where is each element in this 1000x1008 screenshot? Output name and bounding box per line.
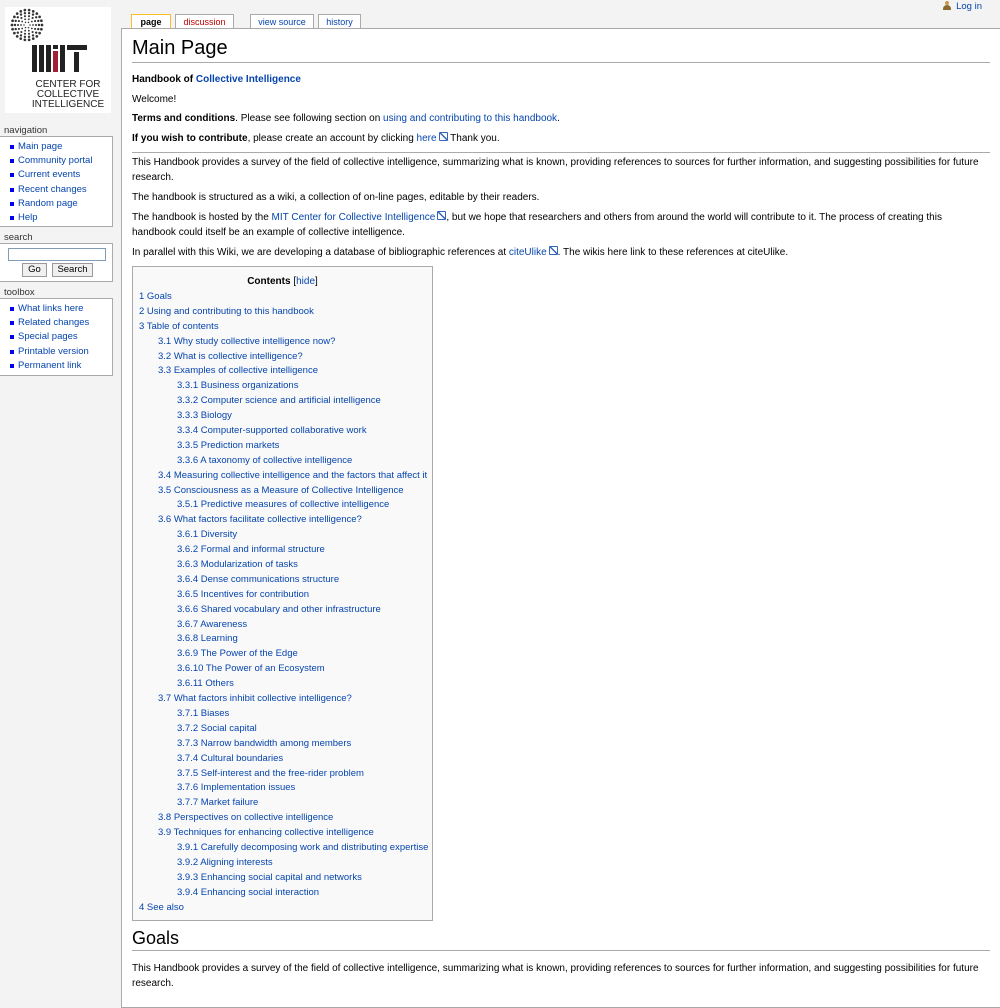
go-button[interactable]: Go	[22, 263, 47, 277]
svg-text:CENTER FOR: CENTER FOR	[35, 79, 101, 90]
toolbox-related-changes[interactable]: Related changes	[0, 316, 112, 330]
handbook-heading: Handbook of Collective Intelligence	[132, 74, 301, 85]
logo-dot	[14, 24, 16, 26]
logo-dot	[13, 16, 16, 19]
tab-page[interactable]: page	[131, 14, 171, 30]
toc-link[interactable]: 3.7.5 Self-interest and the free-rider problem	[177, 767, 364, 779]
logo-dot	[28, 18, 30, 20]
logo-dot	[32, 34, 34, 36]
search-button[interactable]: Search	[52, 263, 93, 277]
tab-history[interactable]: history	[318, 14, 361, 29]
toc-item[interactable]	[133, 617, 433, 632]
tab-view-source[interactable]: view source	[250, 14, 314, 29]
toc-link[interactable]: 3.9.3 Enhancing social capital and networks	[177, 871, 362, 883]
logo-dot	[20, 34, 22, 36]
search-input[interactable]	[8, 248, 106, 261]
toc-item[interactable]	[133, 497, 433, 512]
logo-dot	[15, 28, 17, 30]
tab-discussion[interactable]: discussion	[175, 14, 234, 29]
logo-dot	[24, 12, 26, 14]
logo-dot	[38, 24, 40, 26]
logo-dot	[34, 20, 36, 22]
logo-dot	[35, 24, 37, 26]
logo-dot	[28, 30, 30, 32]
toc-link[interactable]: 3.6.6 Shared vocabulary and other infrastructure	[177, 603, 381, 615]
toc-item[interactable]	[133, 572, 433, 587]
toc-item[interactable]	[133, 423, 433, 438]
logo-dot	[40, 28, 43, 31]
toc-link[interactable]: 3.6.9 The Power of the Edge	[177, 648, 298, 660]
toc-item[interactable]	[133, 751, 433, 766]
logo-dot	[11, 19, 14, 22]
toc-link[interactable]: 3.6.7 Awareness	[177, 618, 248, 630]
logo-dot	[28, 12, 30, 14]
toc-item[interactable]	[133, 840, 433, 855]
terms-paragraph: Terms and conditions. Please see following section on using and contributing to this handbook.	[132, 113, 560, 124]
logo-dot	[32, 10, 35, 13]
logo-dot	[28, 27, 30, 29]
toc-item[interactable]	[133, 602, 433, 617]
logo-dot	[16, 12, 19, 15]
here-link[interactable]: here	[417, 133, 448, 144]
toc-item[interactable]	[133, 512, 433, 527]
intro-paragraph: This Handbook provides a survey of the field of collective intelligence, summarizing what is known, providing references to sources for further information, and suggesting possibilities for future research.	[132, 157, 979, 183]
logo-dot	[11, 28, 14, 31]
user-icon	[943, 1, 952, 10]
hosted-paragraph: The handbook is hosted by the MIT Center for Collective Intelligence , but we hope that researchers and others from around the world will contribute to it. The process of creating this handbook could itself be an example of collective intelligence.	[132, 212, 942, 238]
toc-link[interactable]: 2 Using and contributing to this handbook	[139, 305, 314, 317]
search-title: search	[4, 232, 33, 243]
logo-dot	[32, 37, 35, 40]
content-area	[121, 28, 1000, 1008]
toc-link[interactable]: 3.3.4 Computer-supported collaborative work	[177, 425, 367, 437]
svg-text:COLLECTIVE: COLLECTIVE	[36, 89, 100, 100]
toc-link[interactable]: 3.9.4 Enhancing social interaction	[177, 886, 320, 898]
toc-item[interactable]	[133, 363, 433, 378]
logo-dot	[17, 32, 19, 34]
toc-link[interactable]: 3.7.6 Implementation issues	[177, 782, 296, 794]
logo-dot	[24, 18, 26, 20]
toc-link[interactable]: 3.9 Techniques for enhancing collective intelligence	[158, 827, 374, 839]
toc-title: Contents [hide]	[247, 276, 318, 287]
toc-item[interactable]	[133, 676, 433, 691]
toc-item[interactable]	[133, 349, 433, 364]
logo-dot	[29, 24, 31, 26]
logo-dot	[28, 33, 30, 35]
toc-link[interactable]: 3.5 Consciousness as a Measure of Collective Intelligence	[158, 484, 404, 496]
toc-link[interactable]: 3.6.10 The Power of an Ecosystem	[177, 663, 325, 675]
toc-link[interactable]: 3.3 Examples of collective intelligence	[158, 365, 319, 377]
logo-dot	[28, 22, 30, 24]
toc-link[interactable]: 3.6 What factors facilitate collective intelligence?	[158, 514, 362, 526]
toc-link[interactable]: 3.7.7 Market failure	[177, 797, 259, 809]
toc-link[interactable]: 3.3.1 Business organizations	[177, 380, 299, 392]
toc-link[interactable]: 3.3.6 A taxonomy of collective intelligence	[177, 454, 353, 466]
citeulike-link[interactable]: citeUlike	[509, 247, 558, 258]
logo-dot	[24, 36, 26, 38]
toc-link[interactable]: 3.7.4 Cultural boundaries	[177, 752, 284, 764]
nav-recent-changes[interactable]: Recent changes	[0, 183, 112, 197]
toc-link[interactable]: 3.3.5 Prediction markets	[177, 439, 280, 451]
logo-dot	[18, 28, 20, 30]
divider	[132, 152, 990, 153]
logo-dot	[20, 17, 22, 19]
toc-item[interactable]	[133, 870, 433, 885]
svg-text:INTELLIGENCE: INTELLIGENCE	[31, 99, 105, 110]
toc-item[interactable]	[133, 661, 433, 676]
logo-dot	[38, 16, 41, 19]
toc-item[interactable]	[133, 736, 433, 751]
logo-dot	[34, 28, 36, 30]
toc-item[interactable]	[133, 289, 433, 304]
welcome-text: Welcome!	[132, 94, 177, 105]
toc-item[interactable]	[133, 557, 433, 572]
toc-link[interactable]: 3.7 What factors inhibit collective intelligence?	[158, 693, 352, 705]
toc-item[interactable]	[133, 646, 433, 661]
toc-item[interactable]	[133, 706, 433, 721]
toc-link[interactable]: 3.7.2 Social capital	[177, 722, 257, 734]
contribute-paragraph: If you wish to contribute, please create an account by clicking here Thank you.	[132, 133, 500, 144]
nav-community-portal[interactable]: Community portal	[0, 154, 112, 168]
logo-dot	[40, 19, 43, 22]
toc-item[interactable]	[133, 542, 433, 557]
logo-dot	[28, 9, 31, 12]
toc-link[interactable]: 3.6.3 Modularization of tasks	[177, 559, 298, 571]
logo-dot	[20, 24, 22, 26]
toc-item[interactable]	[133, 631, 433, 646]
toc-link[interactable]: 3.4 Measuring collective intelligence and the factors that affect it	[158, 469, 428, 481]
toc-item[interactable]	[133, 721, 433, 736]
toc-item[interactable]	[133, 766, 433, 781]
toc-item[interactable]	[133, 527, 433, 542]
toc-item[interactable]	[133, 393, 433, 408]
toc-item[interactable]	[133, 885, 433, 900]
logo-dot	[31, 28, 33, 30]
goals-paragraph: This Handbook provides a survey of the field of collective intelligence, summarizing what is known, providing references to sources for further information, and suggesting possibilities for future research.	[132, 963, 979, 989]
login-link[interactable]: Log in	[956, 1, 982, 12]
logo-dot	[20, 13, 22, 15]
logo-dot	[23, 24, 25, 26]
toc-link[interactable]: 3.6.1 Diversity	[177, 529, 238, 541]
site-logo[interactable]	[5, 7, 111, 113]
logo-dot	[15, 20, 17, 22]
structure-paragraph: The handbook is structured as a wiki, a collection of on-line pages, editable by their readers.	[132, 192, 540, 203]
logo-dot	[24, 39, 27, 42]
logo-dot	[11, 24, 14, 27]
personal-tools	[943, 1, 982, 13]
toc-item[interactable]	[133, 438, 433, 453]
toc-link[interactable]: 3.6.5 Incentives for contribution	[177, 588, 310, 600]
toc-item[interactable]	[133, 483, 433, 498]
toc-list	[133, 289, 433, 914]
toc-link[interactable]: 3.6.4 Dense communications structure	[177, 573, 340, 585]
logo-dot	[17, 16, 19, 18]
logo-dot	[21, 21, 23, 23]
navigation-portlet	[0, 136, 113, 227]
logo-dot	[20, 31, 22, 33]
table-of-contents	[132, 266, 433, 921]
nav-current-events[interactable]: Current events	[0, 168, 112, 182]
toc-link[interactable]: 3 Table of contents	[139, 320, 219, 332]
logo-dot	[35, 12, 38, 15]
logo-dot	[35, 35, 38, 38]
toolbox-printable-version[interactable]: Printable version	[0, 345, 112, 359]
toc-link[interactable]: 3.5.1 Predictive measures of collective intelligence	[177, 499, 390, 511]
logo-dot	[32, 31, 34, 33]
logo-dot	[28, 36, 30, 38]
toc-link[interactable]: 3.6.8 Learning	[177, 633, 238, 645]
toc-item[interactable]	[133, 587, 433, 602]
logo-dot	[24, 33, 26, 35]
toc-item[interactable]	[133, 468, 433, 483]
using-contributing-link[interactable]: using and contributing to this handbook	[383, 113, 558, 124]
page-title: Main Page	[132, 35, 990, 63]
logo-dot	[32, 24, 34, 26]
toc-link[interactable]: 3.6.11 Others	[177, 678, 234, 690]
logo-dot	[19, 10, 22, 13]
toc-link[interactable]: 4 See also	[139, 901, 184, 913]
toolbox-special-pages[interactable]: Special pages	[0, 330, 112, 344]
toc-item[interactable]	[133, 304, 433, 319]
logo-dot	[32, 17, 34, 19]
toc-item[interactable]	[133, 453, 433, 468]
logo-mark-icon	[5, 7, 111, 113]
logo-dot	[38, 32, 41, 35]
logo-dot	[24, 9, 27, 12]
logo-dot	[21, 28, 23, 30]
toc-link[interactable]: 3.7.3 Narrow bandwidth among members	[177, 737, 352, 749]
toc-link[interactable]: 3.1 Why study collective intelligence now?	[158, 335, 336, 347]
logo-dot	[37, 28, 39, 30]
logo-dot	[24, 30, 26, 32]
citeulike-paragraph: In parallel with this Wiki, we are developing a database of bibliographic references at citeUlike . The wikis here link to these references at citeUlike.	[132, 247, 789, 258]
toc-link[interactable]: 3.8 Perspectives on collective intelligence	[158, 812, 334, 824]
toolbox-what-links-here[interactable]: What links here	[0, 302, 112, 316]
logo-dot	[13, 32, 16, 35]
nav-main-page[interactable]: Main page	[0, 140, 112, 154]
logo-dot	[25, 22, 27, 24]
logo-dot	[16, 35, 19, 38]
toc-link[interactable]: 3.2 What is collective intelligence?	[158, 350, 303, 362]
mit-cci-link[interactable]: MIT Center for Collective Intelligence	[272, 212, 447, 223]
logo-dot	[28, 15, 30, 17]
logo-dot	[35, 32, 37, 34]
logo-dot	[18, 20, 20, 22]
logo-dot	[24, 15, 26, 17]
logo-dot	[17, 24, 19, 26]
logo-dot	[19, 37, 22, 40]
toolbox-title: toolbox	[4, 287, 35, 298]
toc-link[interactable]: 1 Goals	[139, 291, 172, 302]
toc-link[interactable]: 3.6.2 Formal and informal structure	[177, 544, 325, 556]
toc-item[interactable]	[133, 825, 433, 840]
toc-item[interactable]	[133, 795, 433, 810]
toc-link[interactable]: 3.3.3 Biology	[177, 410, 232, 422]
toc-hide-link[interactable]: hide	[296, 276, 316, 287]
logo-dot	[25, 27, 27, 29]
toc-item[interactable]	[133, 408, 433, 423]
toolbox-portlet	[0, 298, 113, 376]
toc-item[interactable]	[133, 319, 433, 334]
logo-dot	[37, 20, 39, 22]
toc-item[interactable]	[133, 691, 433, 706]
toc-item[interactable]	[133, 378, 433, 393]
logo-dot	[28, 39, 31, 42]
collective-intelligence-link[interactable]: Collective Intelligence	[195, 74, 301, 85]
toc-item[interactable]	[133, 810, 433, 825]
toc-link[interactable]: 3.9.1 Carefully decomposing work and distributing expertise	[177, 841, 429, 853]
nav-random-page[interactable]: Random page	[0, 197, 112, 211]
toc-item[interactable]	[133, 855, 433, 870]
toc-link[interactable]: 3.7.1 Biases	[177, 707, 230, 719]
toc-item[interactable]	[133, 334, 433, 349]
toolbox-permanent-link[interactable]: Permanent link	[0, 359, 112, 373]
toc-link[interactable]: 3.3.2 Computer science and artificial intelligence	[177, 395, 381, 407]
toc-item[interactable]	[133, 900, 433, 915]
logo-dot	[35, 16, 37, 18]
navigation-title: navigation	[4, 125, 48, 136]
toc-link[interactable]: 3.9.2 Aligning interests	[177, 856, 273, 868]
nav-help[interactable]: Help	[0, 211, 112, 225]
logo-dot	[41, 24, 44, 27]
logo-dot	[31, 21, 33, 23]
logo-dot	[32, 13, 34, 15]
toc-item[interactable]	[133, 780, 433, 795]
goals-heading: Goals	[132, 927, 990, 951]
